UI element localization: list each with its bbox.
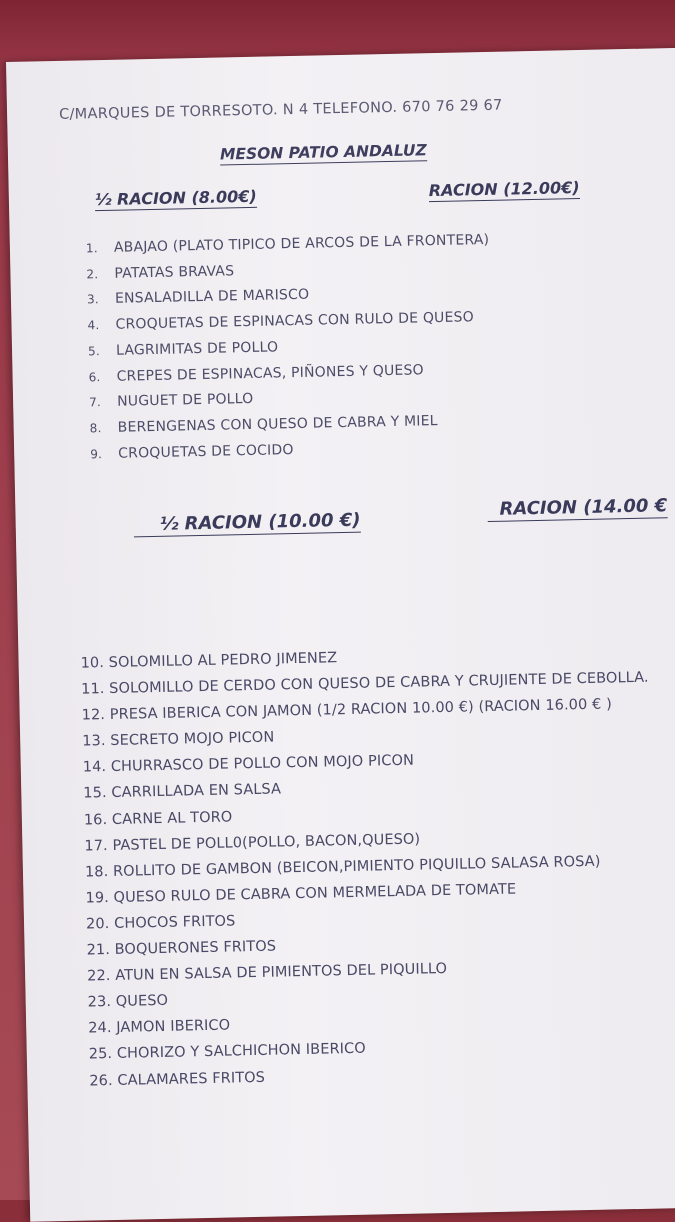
list-item: 6. CREPES DE ESPINACAS, PIÑONES Y QUESO (88, 361, 424, 385)
section1-full-ration-header: RACION (12.00€) (428, 178, 580, 201)
list-item: 3. ENSALADILLA DE MARISCO (86, 287, 310, 308)
list-item: 1. ABAJAO (PLATO TIPICO DE ARCOS DE LA FRONTERA) (85, 231, 490, 256)
list-item: 19. QUESO RULO DE CABRA CON MERMELADA DE TOMATE (85, 881, 517, 907)
section1-half-ration-header: ½ RACION (8.00€) (94, 186, 257, 210)
list-item: 22. ATUN EN SALSA DE PIMIENTOS DEL PIQUILLO (87, 961, 448, 985)
restaurant-title: MESON PATIO ANDALUZ (219, 141, 427, 164)
list-item: 8. BERENGENAS CON QUESO DE CABRA Y MIEL (89, 412, 438, 436)
list-item: 16. CARNE AL TORO (83, 808, 233, 829)
list-item: 20. CHOCOS FRITOS (85, 913, 236, 933)
list-item: 25. CHORIZO Y SALCHICHON IBERICO (88, 1041, 366, 1063)
section2-full-ration-header: RACION (14.00 € (487, 495, 667, 522)
list-item: 9. CROQUETAS DE COCIDO (90, 441, 294, 462)
list-item: 24. JAMON IBERICO (88, 1017, 231, 1037)
list-item: 12. PRESA IBERICA CON JAMON (1/2 RACION 10.00 €) (RACION 16.00 € ) (81, 696, 613, 724)
list-item: 4. CROQUETAS DE ESPINACAS CON RULO DE QUESO (87, 309, 475, 333)
list-item: 5. LAGRIMITAS DE POLLO (87, 339, 279, 359)
list-item: 23. QUESO (87, 993, 169, 1011)
list-item: 11. SOLOMILLO DE CERDO CON QUESO DE CABRA Y CRUJIENTE DE CEBOLLA. (80, 669, 649, 698)
list-item: 13. SECRETO MOJO PICON (82, 729, 275, 750)
menu-sheet (6, 48, 675, 1222)
list-item: 10. SOLOMILLO AL PEDRO JIMENEZ (80, 650, 338, 672)
list-item: 17. PASTEL DE POLL0(POLLO, BACON,QUESO) (84, 831, 421, 855)
section2-half-ration-header: ½ RACION (10.00 €) (134, 510, 361, 538)
list-item: 18. ROLLITO DE GAMBON (BEICON,PIMIENTO PIQUILLO SALASA ROSA) (84, 853, 601, 881)
section2-list (80, 639, 657, 1094)
list-item: 21. BOQUERONES FRITOS (86, 938, 277, 959)
list-item: 7. NUGUET DE POLLO (89, 391, 254, 410)
list-item: 26. CALAMARES FRITOS (89, 1069, 266, 1089)
list-item: 2. PATATAS BRAVAS (86, 262, 235, 282)
list-item: 14. CHURRASCO DE POLLO CON MOJO PICON (82, 752, 415, 776)
section1-list (86, 228, 494, 468)
address-line: C/MARQUES DE TORRESOTO. N 4 TELEFONO. 670 76 29 67 (58, 97, 503, 123)
list-item: 15. CARRILLADA EN SALSA (83, 781, 282, 803)
